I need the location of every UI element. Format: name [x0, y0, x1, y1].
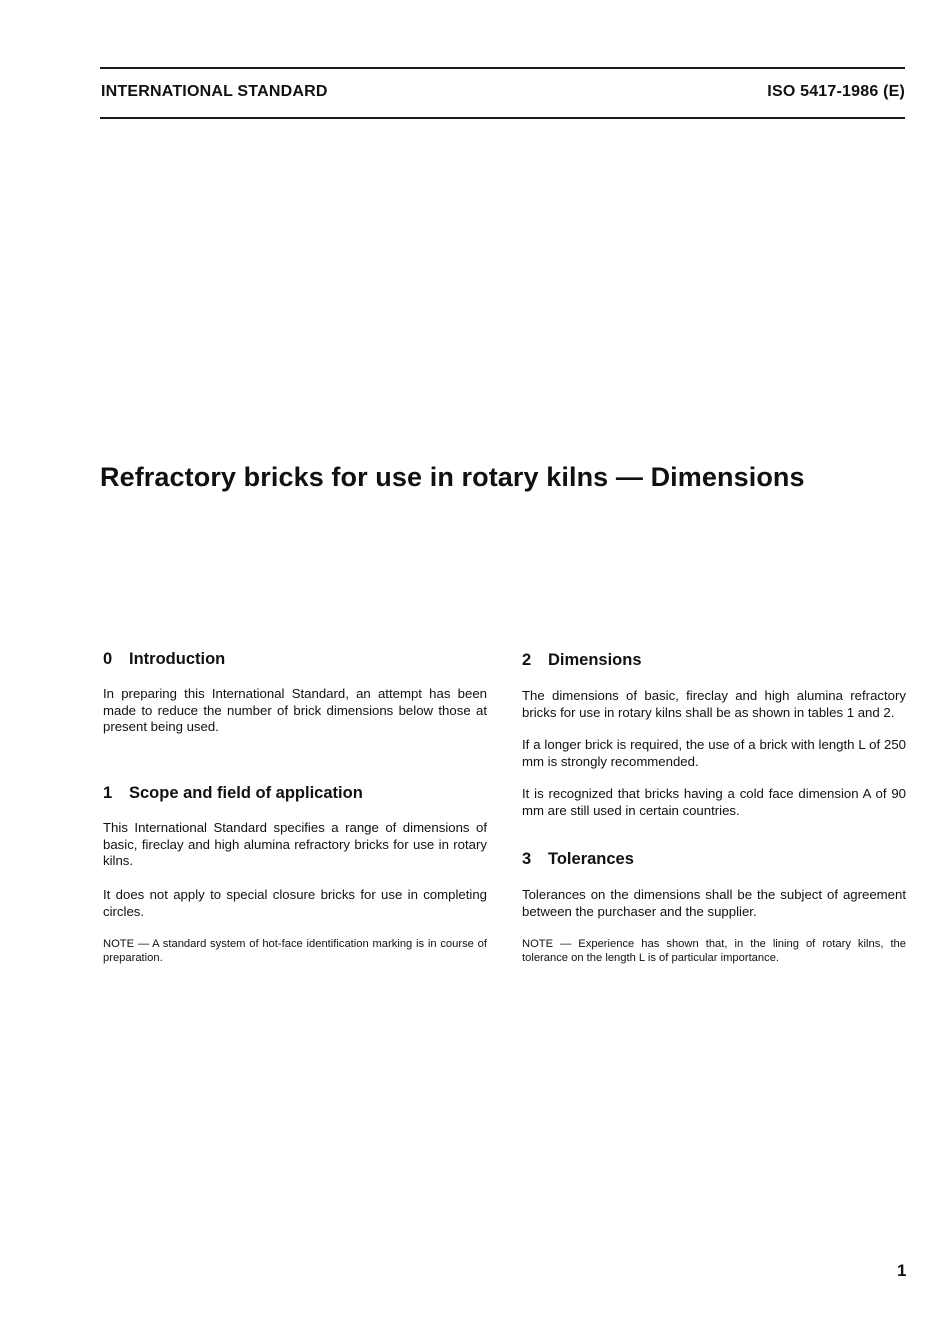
document-title: Refractory bricks for use in rotary kilns — Dimensions — [100, 462, 805, 492]
tolerances-paragraph: Tolerances on the dimensions shall be the subject of agreement between the purchaser and the supplier. — [522, 887, 906, 919]
dimensions-paragraph: It is recognized that bricks having a cold face dimension A of 90 mm are still used in certain countries. — [522, 786, 906, 818]
dimensions-paragraph: The dimensions of basic, fireclay and high alumina refractory bricks for use in rotary kilns shall be as shown in tables 1 and 2. — [522, 688, 906, 720]
header-bottom-rule — [100, 117, 905, 119]
header-top-rule — [100, 67, 905, 69]
standard-number: ISO 5417-1986 (E) — [767, 83, 905, 100]
section-title: Dimensions — [548, 651, 642, 669]
section-heading-scope — [103, 784, 363, 803]
section-number: 2 — [522, 651, 532, 669]
section-heading-tolerances — [522, 850, 634, 869]
page-number: 1 — [897, 1261, 907, 1280]
document-type-label: INTERNATIONAL STANDARD — [101, 83, 328, 100]
scope-paragraph: It does not apply to special closure bricks for use in completing circles. — [103, 887, 487, 919]
scope-paragraph: This International Standard specifies a range of dimensions of basic, fireclay and high alumina refractory bricks for use in rotary kilns. — [103, 820, 487, 868]
section-title: Scope and field of application — [129, 784, 363, 802]
tolerances-note: NOTE — Experience has shown that, in the lining of rotary kilns, the tolerance on the length L is of particular importance. — [522, 938, 906, 964]
introduction-paragraph: In preparing this International Standard, an attempt has been made to reduce the number of brick dimensions below those at present being used. — [103, 686, 487, 734]
section-title: Introduction — [129, 650, 226, 668]
scope-note: NOTE — A standard system of hot-face identification marking is in course of preparation. — [103, 938, 487, 964]
section-number: 3 — [522, 850, 532, 868]
section-title: Tolerances — [548, 850, 634, 868]
section-heading-introduction — [103, 650, 225, 669]
dimensions-paragraph: If a longer brick is required, the use of a brick with length L of 250 mm is strongly recommended. — [522, 737, 906, 769]
section-heading-dimensions — [522, 651, 642, 670]
section-number: 0 — [103, 650, 113, 668]
section-number: 1 — [103, 784, 113, 802]
